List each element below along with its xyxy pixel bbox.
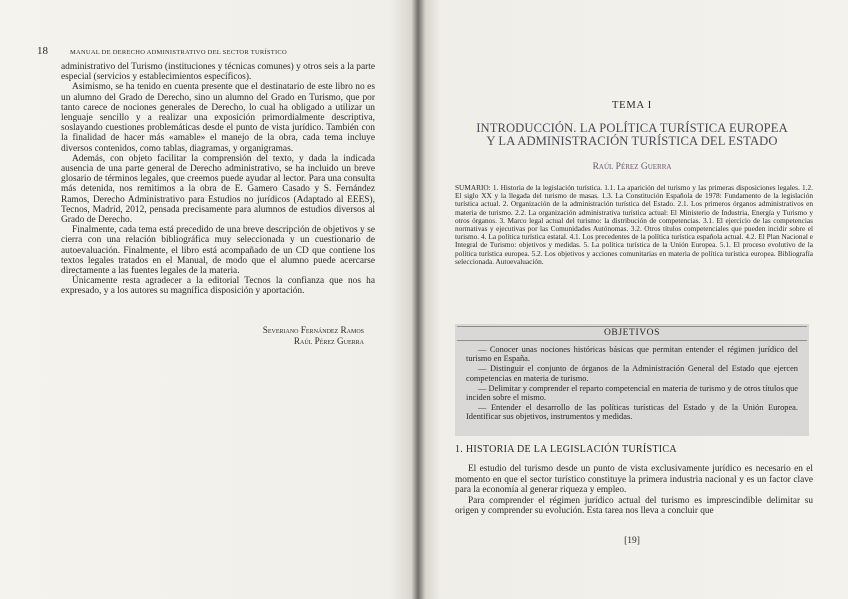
chapter-title-line: Y LA ADMINISTRACIÓN TURÍSTICA DEL ESTADO — [486, 134, 778, 149]
paragraph: Únicamente resta agradecer a la editorial Tecnos la confianza que nos ha expresado, y a los autores su magnífica disposición y aportación. — [61, 276, 375, 297]
paragraph: Además, con objeto facilitar la comprensión del texto, y dada la indicada ausencia de una parte general de Derecho administrativo, se ha incluido un breve glosario de términos legales, que creemos puede ayudar al lector. Para una consulta más detenida, nos remitimos a la obra de E. Gamero Casado y S. Fernández Ramos, Derecho Administrativo para Estudios no jurídicos (Adaptado al EEES), Tecnos, Madrid, 2012, pensada precisamente para alumnos de estudios diversos al Grado de Derecho. — [61, 153, 375, 226]
page-folio: [19] — [624, 536, 640, 546]
signature-name: Raúl Pérez Guerra — [293, 336, 364, 346]
chapter-title — [446, 122, 818, 148]
chapter-label: TEMA I — [611, 100, 653, 111]
paragraph: Finalmente, cada tema está precedido de una breve descripción de objetivos y se cierra con una relación bibliográfica muy seleccionada y un cuestionario de autoevaluación. Finalmente, el libro está acompañado de un CD que contiene los textos legales tratados en el Manual, de modo que el alumno puede acercarse directamente a las fuentes legales de la materia. — [61, 225, 375, 277]
objective-item: — Conocer unas nociones históricas básicas que permitan entender el régimen jurídico del turismo en España. — [466, 345, 798, 364]
objectives-heading: OBJETIVOS — [457, 326, 807, 341]
section-body — [455, 464, 813, 517]
objective-item: — Delimitar y comprender el reparto competencial en materia de turismo y de otros títulos que inciden sobre el mismo. — [466, 383, 798, 403]
right-page — [416, 0, 848, 599]
section-heading: 1. HISTORIA DE LA LEGISLACIÓN TURÍSTICA — [455, 444, 677, 455]
preface-body — [61, 62, 375, 297]
paragraph: El estudio del turismo desde un punto de vista exclusivamente jurídico es necesario en el momento en que el sector turístico constituye la primera industria nacional y es un factor clave para la economía al generar riqueza y empleo. — [455, 464, 813, 495]
signature-block — [263, 325, 364, 347]
page-number: 18 — [37, 45, 48, 57]
signature-name: Severiano Fernández Ramos — [262, 325, 364, 335]
objectives-box — [455, 324, 809, 436]
running-header — [37, 45, 287, 57]
summary — [455, 184, 813, 266]
paragraph: Asimismo, se ha tenido en cuenta presente que el destinatario de este libro no es un alumno del Grado de Derecho, sino un alumno del Grado en Turismo, que por tanto carece de nociones generales de Derecho, lo cual ha obligado a utilizar un lenguaje sencillo y a realizar una exposición primordialmente descriptiva, soslayando cuestiones problemáticas desde el punto de vista jurídico. También con la finalidad de hacer más «amable» el manejo de la obra, cada tema incluye diversos contenidos, como tablas, diagramas, y organigramas. — [61, 82, 375, 154]
summary-text: 1. Historia de la legislación turística. 1.1. La aparición del turismo y las primeras disposiciones legales. 1.2. El siglo XX y la llegada del turismo de masas. 1.3. La Constitución Española de 1978: Fundamento de la legislación turística actual. 2. Organización de la administración turística del Estado. 2.1. Los primeros órganos administrativos en materia de turismo. 2.2. La organización administrativa turística actual: El Ministerio de Industria, Energía y Turismo y otros órganos. 3. Marco legal actual del turismo: la distribución de competencias. 3.1. El ejercicio de las competencias normativas y ejecutivas por las Comunidades Autónomas. 3.2. Otros títulos competenciales que pueden incidir sobre el turismo. 4. La política turística estatal. 4.1. Los precedentes de la política turística española actual. 4.2. El Plan Nacional e Integral de Turismo: objetivos y medidas. 5. La política turística de la Unión Europea. 5.1. El proceso evolutivo de la política turística europea. 5.2. Los objetivos y acciones comunitarias en materia de política turística europea. Bibliografía seleccionada. Autoevaluación. — [455, 183, 813, 266]
objective-item: — Entender el desarrollo de las políticas turísticas del Estado y de la Unión Europea. Identificar sus objetivos, instrumentos y medidas. — [466, 403, 798, 422]
objectives-list — [455, 345, 809, 422]
left-page — [0, 0, 410, 599]
paragraph: administrativo del Turismo (instituciones y técnicas comunes) y otros seis a la parte especial (servicios y establecimientos específicos). — [61, 62, 376, 83]
paragraph: Para comprender el régimen jurídico actual del turismo es imprescindible delimitar su origen y comprender su evolución. Esta tarea nos lleva a concluir que — [455, 495, 813, 516]
objective-item: — Distinguir el conjunto de órganos de la Administración General del Estado que ejercen competencias en materia de turismo. — [466, 364, 798, 383]
chapter-author: Raúl Pérez Guerra — [592, 162, 672, 172]
summary-label: SUMARIO: — [455, 183, 491, 192]
running-head-title: MANUAL DE DERECHO ADMINISTRATIVO DEL SECTOR TURÍSTICO — [70, 49, 287, 56]
chapter-title-line: INTRODUCCIÓN. LA POLÍTICA TURÍSTICA EUROPEA — [476, 121, 788, 135]
